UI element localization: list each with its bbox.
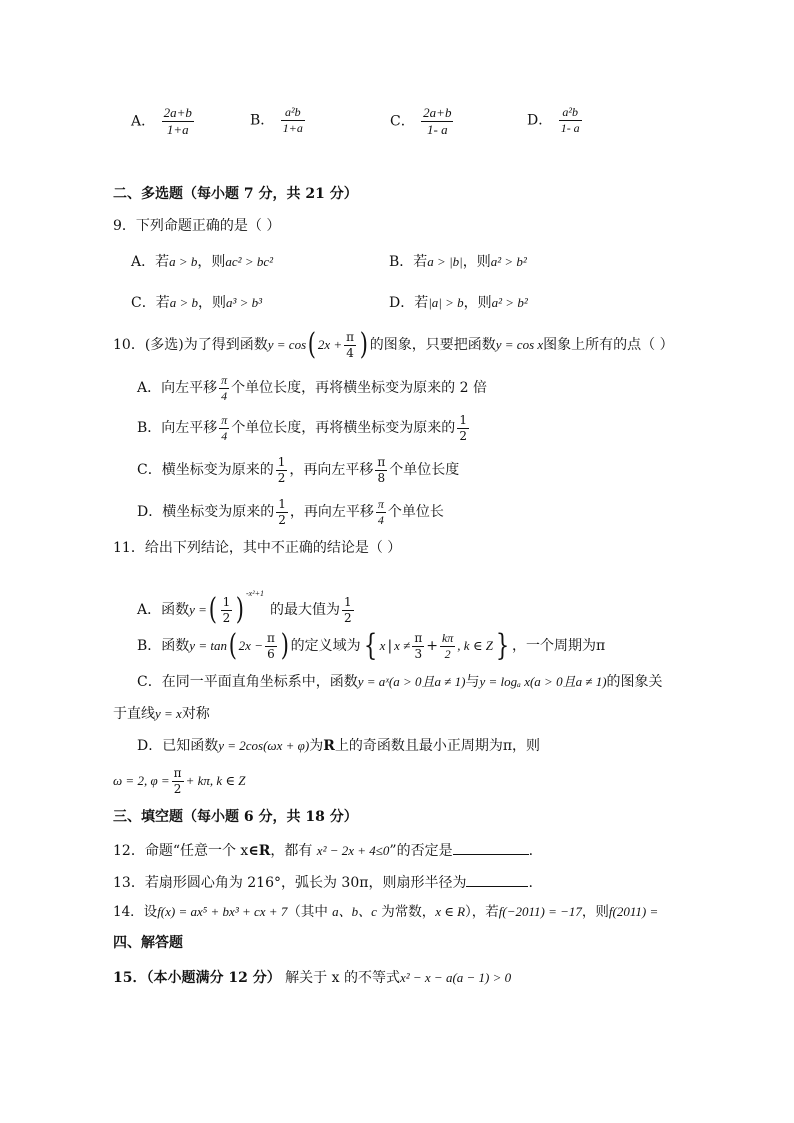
q10-stem: 10．(多选)为了得到函数y = cos( 2x + $\frac{\pi}{4}$ ) 的图象，只要把函数y = cos x图象上所有的点（ ） [113,327,674,362]
section-heading-fill-in: 三、填空题（每小题 6 分，共 18 分） [113,809,358,825]
option-label: B． [250,112,275,129]
fraction: $\frac{\pi}{4}$ [221,372,228,403]
q11-option-d-line1: D．已知函数y = 2cos(ωx + φ)为R上的奇函数且最小正周期为π，则 [137,738,541,754]
section-heading-solutions: 四、解答题 [113,935,183,951]
option-label: D． [527,112,553,129]
fraction: $\frac{1}{2}$ [344,594,352,625]
q8-option-d [527,105,584,136]
q10-option-c: C．横坐标变为原来的 $\frac{1}{2}$ ，再向左平移 $\frac{\pi}{8}$ 个单位长度 [137,454,460,485]
fraction: $\frac{2a+b}{1+a}$ [163,105,192,137]
fraction: $\frac{1}{2}$ [278,496,286,527]
section-heading-multiple-choice: 二、多选题（每小题 7 分，共 21 分） [113,186,358,202]
fraction: $\frac{\pi}{4}$ [221,412,228,443]
q11-option-d-line2: ω = 2, φ = $\frac{\pi}{2}$ + kπ, k ∈ Z [113,765,246,796]
q15: 15．（本小题满分 12 分） 解关于 x 的不等式x² − x − a(a − 1) > 0 [113,970,512,986]
fraction: $\frac{2a+b}{1- a}$ [423,105,452,137]
q9-option-a: A．若a > b，则ac² > bc² [131,254,274,270]
fraction: $\frac{1}{2}$ [459,412,467,443]
fraction: $\frac{\pi}{8}$ [377,454,386,485]
fraction: $\frac{\text{a²b}}{1- a}$ [560,105,580,135]
q14: 14．设f(x) = ax⁵ + bx³ + cx + 7（其中 a、b、c 为常数，x ∈ R），若f(−2011) = −17，则f(2011) = [113,904,659,920]
q11-option-c-line2: 于直线y = x对称 [113,706,210,722]
q10-option-d: D．横坐标变为原来的 $\frac{1}{2}$ ，再向左平移 $\frac{\pi}{4}$ 个单位长 [137,496,444,527]
fraction: $\frac{\pi}{3}$ [414,630,423,661]
q11-option-b: B．函数y = tan( 2x − $\frac{\pi}{6}$ ) 的定义域为{ x | x ≠ $\frac{\pi}{3}$ + $\frac{k\pi}{2}$ , k ∈ Z} ，一个周期为π [137,628,606,663]
q8-option-b [250,105,307,136]
q8-option-a [131,105,196,138]
q11-option-a: A．函数y =( $\frac{1}{2}$ ) $^{-x^2+1}$的最大值为 $\frac{1}{2}$ [137,589,352,627]
fraction: $\frac{1}{2}$ [222,594,231,625]
fraction: $\frac{k\pi}{2}$ [441,630,454,661]
q8-option-c [390,105,455,138]
answer-blank[interactable] [453,840,529,855]
q13: 13．若扇形圆心角为 216°，弧长为 30π，则扇形半径为 . [113,872,533,893]
q9-stem: 9．下列命题正确的是（ ） [113,218,281,234]
fraction: $\frac{\text{a²b}}{1+a}$ [282,105,303,135]
option-label: C． [390,113,415,130]
q11-option-c-line1: C．在同一平面直角坐标系中，函数y = aˣ(a > 0且a ≠ 1)与y = logₐ x(a > 0且a ≠ 1)的图象关 [137,674,663,690]
fraction: $\frac{\pi}{4}$ [377,496,384,527]
q9-option-b: B．若a > |b|，则a² > b² [389,254,527,270]
fraction: $\frac{\pi}{6}$ [266,630,275,661]
fraction: $\frac{\pi}{2}$ [173,765,182,796]
q10-option-a: A．向左平移 $\frac{\pi}{4}$ 个单位长度，再将横坐标变为原来的 2 倍 [137,372,487,403]
answer-blank[interactable] [466,872,528,887]
fraction: $\frac{\pi}{4}$ [346,329,355,360]
option-label: A． [131,113,156,130]
q9-option-d: D．若|a| > b，则a² > b² [389,295,528,311]
q9-option-c: C．若a > b，则a³ > b³ [131,295,263,311]
fraction: $\frac{1}{2}$ [277,454,286,485]
q11-stem: 11．给出下列结论，其中不正确的结论是（ ） [113,540,402,556]
q10-option-b: B．向左平移 $\frac{\pi}{4}$ 个单位长度，再将横坐标变为原来的 $\frac{1}{2}$ [137,412,467,443]
q12: 12．命题“任意一个 x∈R，都有 x² − 2x + 4≤0”的否定是 . [113,840,533,861]
